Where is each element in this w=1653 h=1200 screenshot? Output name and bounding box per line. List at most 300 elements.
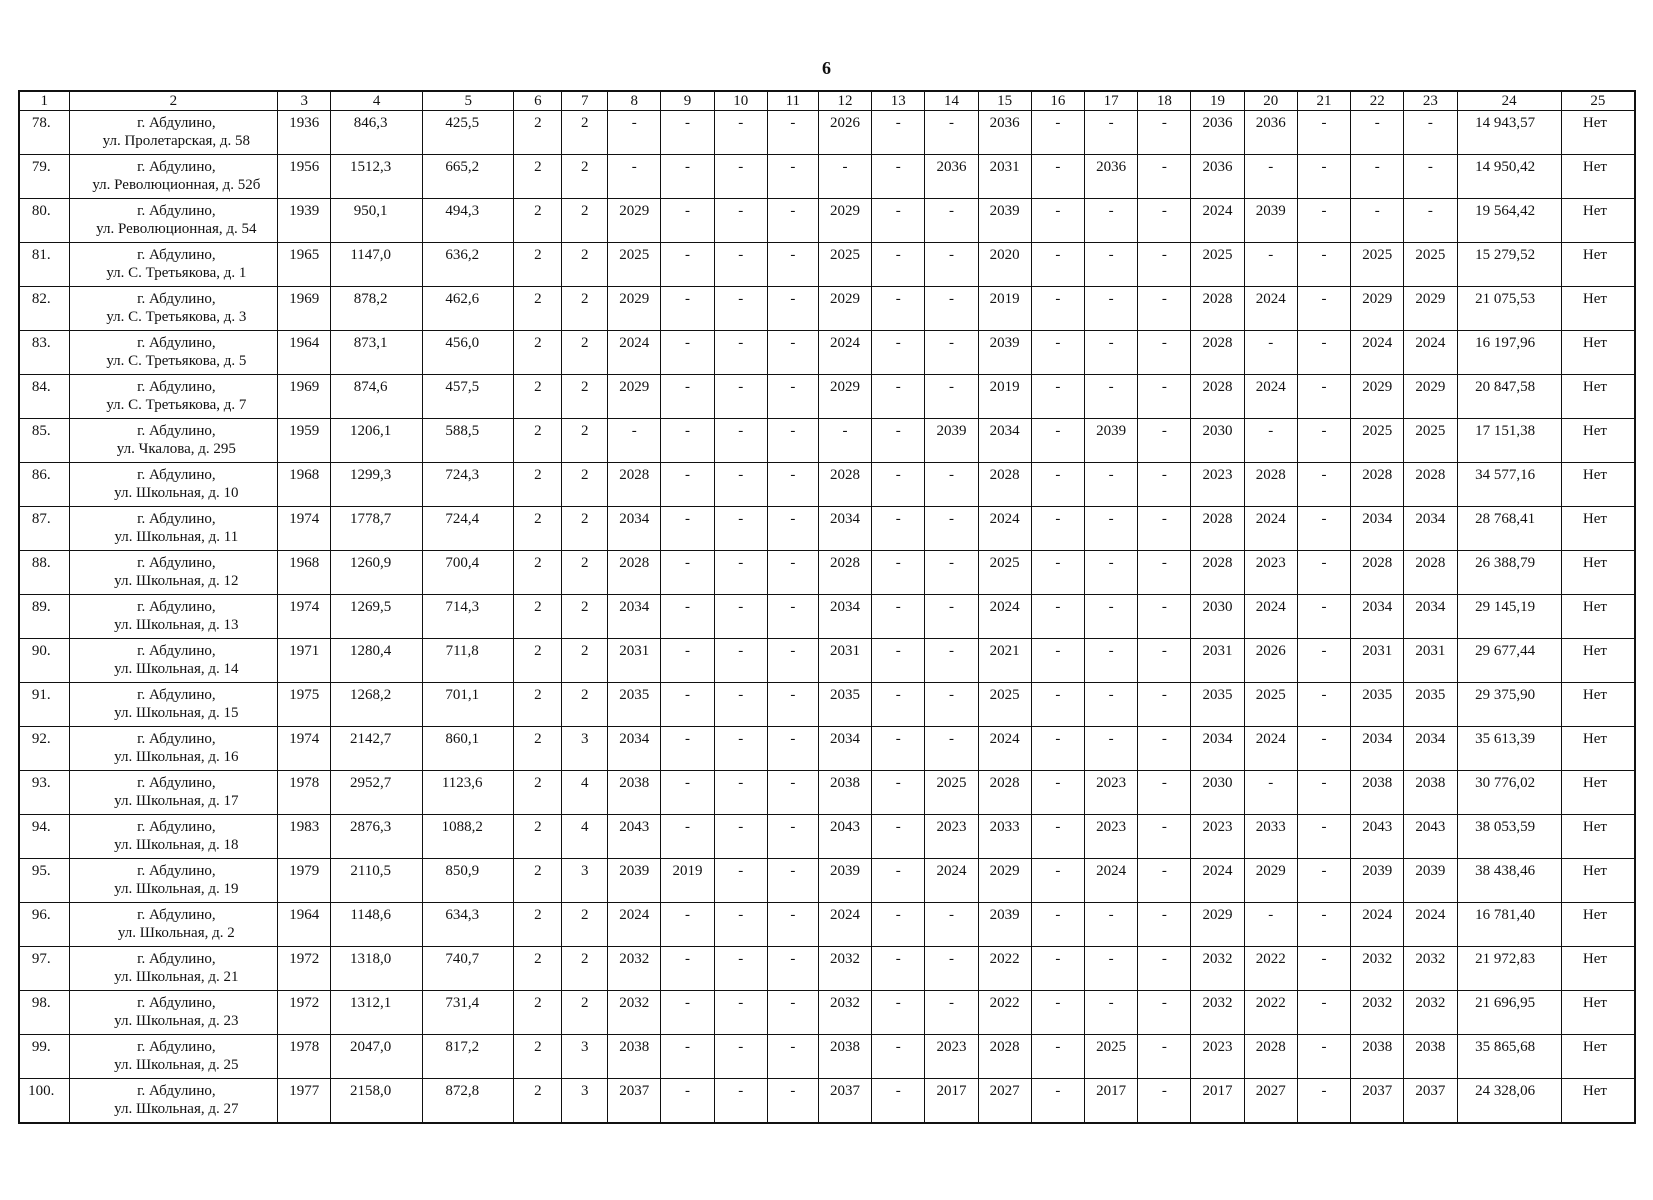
- cell-col-21: -: [1297, 771, 1350, 815]
- cell-col-5: 425,5: [422, 111, 514, 155]
- table-body: [19, 111, 1635, 1123]
- column-header-11: 11: [767, 91, 818, 111]
- cell-col-17: -: [1084, 507, 1137, 551]
- cell-col-10: -: [714, 199, 767, 243]
- cell-col-22: 2034: [1351, 507, 1404, 551]
- address-street: ул. Школьная, д. 16: [114, 749, 239, 765]
- cell-col-5: 494,3: [422, 199, 514, 243]
- cell-col-21: -: [1297, 815, 1350, 859]
- cell-col-16: -: [1031, 331, 1084, 375]
- cell-col-5: 634,3: [422, 903, 514, 947]
- cell-col-25: Нет: [1561, 287, 1635, 331]
- cell-col-17: -: [1084, 727, 1137, 771]
- cell-col-8: 2029: [608, 199, 661, 243]
- cell-col-20: 2022: [1244, 947, 1297, 991]
- address-cell: [69, 463, 278, 507]
- cell-col-22: 2032: [1351, 947, 1404, 991]
- cell-col-20: -: [1244, 243, 1297, 287]
- row-number: 95.: [19, 859, 69, 903]
- cell-col-25: Нет: [1561, 595, 1635, 639]
- cell-col-17: -: [1084, 375, 1137, 419]
- cell-col-19: 2036: [1191, 111, 1244, 155]
- cell-col-24: 15 279,52: [1457, 243, 1561, 287]
- address-city: г. Абдулино,: [137, 291, 216, 307]
- cell-col-24: 38 053,59: [1457, 815, 1561, 859]
- table-row: [19, 331, 1635, 375]
- cell-col-12: 2028: [818, 463, 871, 507]
- cell-col-16: -: [1031, 639, 1084, 683]
- cell-col-12: 2038: [818, 771, 871, 815]
- cell-col-13: -: [872, 947, 925, 991]
- cell-col-25: Нет: [1561, 199, 1635, 243]
- address-city: г. Абдулино,: [137, 819, 216, 835]
- cell-col-3: 1983: [278, 815, 331, 859]
- cell-col-4: 1148,6: [331, 903, 423, 947]
- cell-col-8: 2025: [608, 243, 661, 287]
- cell-col-6: 2: [514, 551, 562, 595]
- cell-col-25: Нет: [1561, 947, 1635, 991]
- cell-col-6: 2: [514, 243, 562, 287]
- address-street: ул. Школьная, д. 18: [114, 837, 239, 853]
- cell-col-25: Нет: [1561, 903, 1635, 947]
- cell-col-14: -: [925, 463, 978, 507]
- cell-col-17: 2017: [1084, 1079, 1137, 1123]
- cell-col-13: -: [872, 155, 925, 199]
- table-row: [19, 771, 1635, 815]
- address-cell: [69, 947, 278, 991]
- cell-col-21: -: [1297, 419, 1350, 463]
- cell-col-6: 2: [514, 639, 562, 683]
- address-city: г. Абдулино,: [137, 159, 216, 175]
- cell-col-3: 1969: [278, 287, 331, 331]
- address-street: ул. С. Третьякова, д. 5: [106, 353, 247, 369]
- cell-col-24: 28 768,41: [1457, 507, 1561, 551]
- cell-col-23: 2038: [1404, 1035, 1457, 1079]
- table-row: [19, 1035, 1635, 1079]
- address-street: ул. Школьная, д. 21: [114, 969, 239, 985]
- cell-col-23: -: [1404, 155, 1457, 199]
- cell-col-21: -: [1297, 1035, 1350, 1079]
- cell-col-23: -: [1404, 199, 1457, 243]
- cell-col-19: 2025: [1191, 243, 1244, 287]
- cell-col-4: 1280,4: [331, 639, 423, 683]
- cell-col-9: -: [661, 243, 714, 287]
- column-header-14: 14: [925, 91, 978, 111]
- cell-col-21: -: [1297, 859, 1350, 903]
- cell-col-12: 2024: [818, 903, 871, 947]
- cell-col-10: -: [714, 903, 767, 947]
- cell-col-21: -: [1297, 155, 1350, 199]
- cell-col-10: -: [714, 1079, 767, 1123]
- address-street: ул. Школьная, д. 14: [114, 661, 239, 677]
- cell-col-20: 2029: [1244, 859, 1297, 903]
- row-number: 96.: [19, 903, 69, 947]
- table-row: [19, 375, 1635, 419]
- column-header-22: 22: [1351, 91, 1404, 111]
- cell-col-3: 1969: [278, 375, 331, 419]
- cell-col-3: 1977: [278, 1079, 331, 1123]
- cell-col-6: 2: [514, 727, 562, 771]
- cell-col-9: -: [661, 155, 714, 199]
- cell-col-4: 2952,7: [331, 771, 423, 815]
- cell-col-3: 1968: [278, 463, 331, 507]
- cell-col-25: Нет: [1561, 1079, 1635, 1123]
- cell-col-18: -: [1138, 419, 1191, 463]
- cell-col-11: -: [767, 683, 818, 727]
- cell-col-24: 17 151,38: [1457, 419, 1561, 463]
- cell-col-22: 2031: [1351, 639, 1404, 683]
- address-city: г. Абдулино,: [137, 599, 216, 615]
- cell-col-6: 2: [514, 991, 562, 1035]
- cell-col-21: -: [1297, 111, 1350, 155]
- cell-col-7: 2: [562, 551, 608, 595]
- cell-col-8: 2024: [608, 331, 661, 375]
- cell-col-24: 35 613,39: [1457, 727, 1561, 771]
- table-row: [19, 1079, 1635, 1123]
- address-cell: [69, 1035, 278, 1079]
- cell-col-20: -: [1244, 331, 1297, 375]
- column-header-6: 6: [514, 91, 562, 111]
- cell-col-11: -: [767, 331, 818, 375]
- cell-col-24: 14 943,57: [1457, 111, 1561, 155]
- cell-col-11: -: [767, 859, 818, 903]
- address-street: ул. Школьная, д. 12: [114, 573, 239, 589]
- cell-col-10: -: [714, 727, 767, 771]
- cell-col-3: 1971: [278, 639, 331, 683]
- cell-col-20: -: [1244, 771, 1297, 815]
- row-number: 92.: [19, 727, 69, 771]
- cell-col-11: -: [767, 551, 818, 595]
- cell-col-21: -: [1297, 595, 1350, 639]
- address-cell: [69, 859, 278, 903]
- cell-col-8: 2032: [608, 991, 661, 1035]
- cell-col-19: 2030: [1191, 419, 1244, 463]
- housing-registry-table: [18, 90, 1636, 1124]
- cell-col-22: 2025: [1351, 419, 1404, 463]
- cell-col-7: 2: [562, 947, 608, 991]
- cell-col-23: 2034: [1404, 727, 1457, 771]
- cell-col-15: 2019: [978, 375, 1031, 419]
- cell-col-15: 2024: [978, 595, 1031, 639]
- cell-col-21: -: [1297, 903, 1350, 947]
- cell-col-14: 2023: [925, 1035, 978, 1079]
- cell-col-25: Нет: [1561, 551, 1635, 595]
- cell-col-20: 2024: [1244, 287, 1297, 331]
- address-cell: [69, 111, 278, 155]
- cell-col-14: 2036: [925, 155, 978, 199]
- cell-col-11: -: [767, 815, 818, 859]
- cell-col-5: 462,6: [422, 287, 514, 331]
- cell-col-4: 1299,3: [331, 463, 423, 507]
- cell-col-22: -: [1351, 199, 1404, 243]
- cell-col-8: 2024: [608, 903, 661, 947]
- cell-col-8: 2031: [608, 639, 661, 683]
- cell-col-19: 2030: [1191, 595, 1244, 639]
- cell-col-20: 2028: [1244, 1035, 1297, 1079]
- cell-col-9: -: [661, 419, 714, 463]
- address-cell: [69, 1079, 278, 1123]
- cell-col-8: -: [608, 419, 661, 463]
- cell-col-14: -: [925, 199, 978, 243]
- cell-col-4: 1260,9: [331, 551, 423, 595]
- address-street: ул. Пролетарская, д. 58: [102, 133, 251, 149]
- cell-col-3: 1974: [278, 595, 331, 639]
- cell-col-18: -: [1138, 331, 1191, 375]
- cell-col-9: -: [661, 771, 714, 815]
- cell-col-8: 2032: [608, 947, 661, 991]
- cell-col-23: 2038: [1404, 771, 1457, 815]
- address-city: г. Абдулино,: [137, 379, 216, 395]
- address-street: ул. Революционная, д. 54: [96, 221, 257, 237]
- cell-col-14: -: [925, 375, 978, 419]
- cell-col-7: 2: [562, 903, 608, 947]
- cell-col-7: 2: [562, 639, 608, 683]
- cell-col-25: Нет: [1561, 111, 1635, 155]
- cell-col-25: Нет: [1561, 463, 1635, 507]
- cell-col-5: 456,0: [422, 331, 514, 375]
- cell-col-17: -: [1084, 551, 1137, 595]
- cell-col-17: 2023: [1084, 815, 1137, 859]
- row-number: 83.: [19, 331, 69, 375]
- cell-col-11: -: [767, 199, 818, 243]
- cell-col-24: 24 328,06: [1457, 1079, 1561, 1123]
- cell-col-15: 2039: [978, 331, 1031, 375]
- cell-col-21: -: [1297, 463, 1350, 507]
- cell-col-5: 872,8: [422, 1079, 514, 1123]
- column-header-7: 7: [562, 91, 608, 111]
- cell-col-15: 2029: [978, 859, 1031, 903]
- cell-col-19: 2023: [1191, 815, 1244, 859]
- cell-col-17: -: [1084, 243, 1137, 287]
- cell-col-3: 1974: [278, 507, 331, 551]
- cell-col-20: 2024: [1244, 727, 1297, 771]
- cell-col-11: -: [767, 991, 818, 1035]
- cell-col-15: 2034: [978, 419, 1031, 463]
- address-street: ул. Школьная, д. 10: [114, 485, 239, 501]
- cell-col-13: -: [872, 815, 925, 859]
- table-row: [19, 947, 1635, 991]
- cell-col-7: 3: [562, 859, 608, 903]
- cell-col-23: 2043: [1404, 815, 1457, 859]
- cell-col-6: 2: [514, 419, 562, 463]
- cell-col-12: 2029: [818, 375, 871, 419]
- cell-col-5: 701,1: [422, 683, 514, 727]
- cell-col-10: -: [714, 375, 767, 419]
- table-row: [19, 551, 1635, 595]
- address-city: г. Абдулино,: [137, 687, 216, 703]
- address-street: ул. Школьная, д. 11: [114, 529, 239, 545]
- address-cell: [69, 287, 278, 331]
- cell-col-14: -: [925, 287, 978, 331]
- cell-col-11: -: [767, 1035, 818, 1079]
- row-number: 97.: [19, 947, 69, 991]
- cell-col-9: -: [661, 111, 714, 155]
- cell-col-19: 2032: [1191, 991, 1244, 1035]
- cell-col-24: 16 781,40: [1457, 903, 1561, 947]
- cell-col-12: 2034: [818, 727, 871, 771]
- cell-col-22: 2037: [1351, 1079, 1404, 1123]
- cell-col-7: 2: [562, 155, 608, 199]
- cell-col-18: -: [1138, 771, 1191, 815]
- cell-col-17: -: [1084, 287, 1137, 331]
- cell-col-4: 873,1: [331, 331, 423, 375]
- table-row: [19, 155, 1635, 199]
- cell-col-7: 2: [562, 331, 608, 375]
- cell-col-20: 2024: [1244, 507, 1297, 551]
- cell-col-5: 724,4: [422, 507, 514, 551]
- cell-col-18: -: [1138, 903, 1191, 947]
- row-number: 93.: [19, 771, 69, 815]
- cell-col-16: -: [1031, 111, 1084, 155]
- cell-col-7: 3: [562, 727, 608, 771]
- cell-col-10: -: [714, 595, 767, 639]
- cell-col-19: 2028: [1191, 287, 1244, 331]
- cell-col-24: 29 677,44: [1457, 639, 1561, 683]
- cell-col-21: -: [1297, 199, 1350, 243]
- cell-col-16: -: [1031, 683, 1084, 727]
- cell-col-24: 30 776,02: [1457, 771, 1561, 815]
- cell-col-9: -: [661, 199, 714, 243]
- address-city: г. Абдулино,: [137, 643, 216, 659]
- address-street: ул. С. Третьякова, д. 3: [106, 309, 247, 325]
- cell-col-11: -: [767, 111, 818, 155]
- cell-col-4: 1206,1: [331, 419, 423, 463]
- cell-col-4: 846,3: [331, 111, 423, 155]
- address-cell: [69, 595, 278, 639]
- cell-col-12: 2029: [818, 199, 871, 243]
- cell-col-25: Нет: [1561, 375, 1635, 419]
- cell-col-6: 2: [514, 1035, 562, 1079]
- cell-col-8: 2034: [608, 507, 661, 551]
- cell-col-20: -: [1244, 903, 1297, 947]
- cell-col-25: Нет: [1561, 331, 1635, 375]
- cell-col-20: 2024: [1244, 595, 1297, 639]
- cell-col-25: Нет: [1561, 991, 1635, 1035]
- address-cell: [69, 331, 278, 375]
- cell-col-15: 2021: [978, 639, 1031, 683]
- cell-col-11: -: [767, 1079, 818, 1123]
- cell-col-7: 2: [562, 595, 608, 639]
- cell-col-8: 2037: [608, 1079, 661, 1123]
- table-row: [19, 595, 1635, 639]
- cell-col-15: 2036: [978, 111, 1031, 155]
- cell-col-9: -: [661, 595, 714, 639]
- cell-col-6: 2: [514, 771, 562, 815]
- cell-col-21: -: [1297, 243, 1350, 287]
- cell-col-11: -: [767, 947, 818, 991]
- cell-col-14: -: [925, 991, 978, 1035]
- cell-col-24: 21 972,83: [1457, 947, 1561, 991]
- cell-col-15: 2019: [978, 287, 1031, 331]
- cell-col-16: -: [1031, 243, 1084, 287]
- cell-col-22: 2038: [1351, 771, 1404, 815]
- cell-col-3: 1956: [278, 155, 331, 199]
- address-cell: [69, 815, 278, 859]
- cell-col-12: 2043: [818, 815, 871, 859]
- cell-col-9: -: [661, 1035, 714, 1079]
- cell-col-19: 2031: [1191, 639, 1244, 683]
- cell-col-21: -: [1297, 551, 1350, 595]
- row-number: 90.: [19, 639, 69, 683]
- cell-col-6: 2: [514, 111, 562, 155]
- cell-col-10: -: [714, 155, 767, 199]
- cell-col-23: 2025: [1404, 243, 1457, 287]
- cell-col-24: 20 847,58: [1457, 375, 1561, 419]
- cell-col-10: -: [714, 815, 767, 859]
- cell-col-16: -: [1031, 287, 1084, 331]
- cell-col-7: 2: [562, 111, 608, 155]
- table-row: [19, 815, 1635, 859]
- cell-col-15: 2025: [978, 683, 1031, 727]
- cell-col-11: -: [767, 771, 818, 815]
- address-cell: [69, 683, 278, 727]
- cell-col-11: -: [767, 155, 818, 199]
- address-cell: [69, 243, 278, 287]
- cell-col-22: 2043: [1351, 815, 1404, 859]
- cell-col-4: 1318,0: [331, 947, 423, 991]
- address-street: ул. Школьная, д. 27: [114, 1101, 239, 1117]
- cell-col-12: 2039: [818, 859, 871, 903]
- table-row: [19, 859, 1635, 903]
- cell-col-24: 34 577,16: [1457, 463, 1561, 507]
- cell-col-25: Нет: [1561, 419, 1635, 463]
- cell-col-24: 26 388,79: [1457, 551, 1561, 595]
- cell-col-18: -: [1138, 683, 1191, 727]
- cell-col-5: 724,3: [422, 463, 514, 507]
- cell-col-14: -: [925, 551, 978, 595]
- cell-col-14: 2025: [925, 771, 978, 815]
- cell-col-25: Нет: [1561, 771, 1635, 815]
- cell-col-22: 2028: [1351, 463, 1404, 507]
- cell-col-3: 1975: [278, 683, 331, 727]
- cell-col-7: 2: [562, 287, 608, 331]
- address-cell: [69, 375, 278, 419]
- cell-col-23: 2024: [1404, 331, 1457, 375]
- cell-col-12: 2029: [818, 287, 871, 331]
- cell-col-14: 2023: [925, 815, 978, 859]
- table-row: [19, 991, 1635, 1035]
- cell-col-5: 731,4: [422, 991, 514, 1035]
- cell-col-12: 2032: [818, 947, 871, 991]
- cell-col-13: -: [872, 111, 925, 155]
- column-header-10: 10: [714, 91, 767, 111]
- address-cell: [69, 903, 278, 947]
- cell-col-19: 2017: [1191, 1079, 1244, 1123]
- cell-col-20: 2026: [1244, 639, 1297, 683]
- column-header-12: 12: [818, 91, 871, 111]
- cell-col-24: 21 075,53: [1457, 287, 1561, 331]
- table-row: [19, 419, 1635, 463]
- table-row: [19, 727, 1635, 771]
- address-street: ул. Школьная, д. 17: [114, 793, 239, 809]
- cell-col-19: 2028: [1191, 551, 1244, 595]
- cell-col-7: 2: [562, 419, 608, 463]
- cell-col-4: 2047,0: [331, 1035, 423, 1079]
- table-row: [19, 463, 1635, 507]
- cell-col-13: -: [872, 991, 925, 1035]
- address-cell: [69, 199, 278, 243]
- cell-col-18: -: [1138, 199, 1191, 243]
- address-city: г. Абдулино,: [137, 511, 216, 527]
- header-row: [19, 91, 1635, 111]
- cell-col-12: 2026: [818, 111, 871, 155]
- cell-col-12: 2038: [818, 1035, 871, 1079]
- cell-col-12: 2031: [818, 639, 871, 683]
- table-row: [19, 199, 1635, 243]
- cell-col-16: -: [1031, 419, 1084, 463]
- cell-col-11: -: [767, 287, 818, 331]
- cell-col-25: Нет: [1561, 727, 1635, 771]
